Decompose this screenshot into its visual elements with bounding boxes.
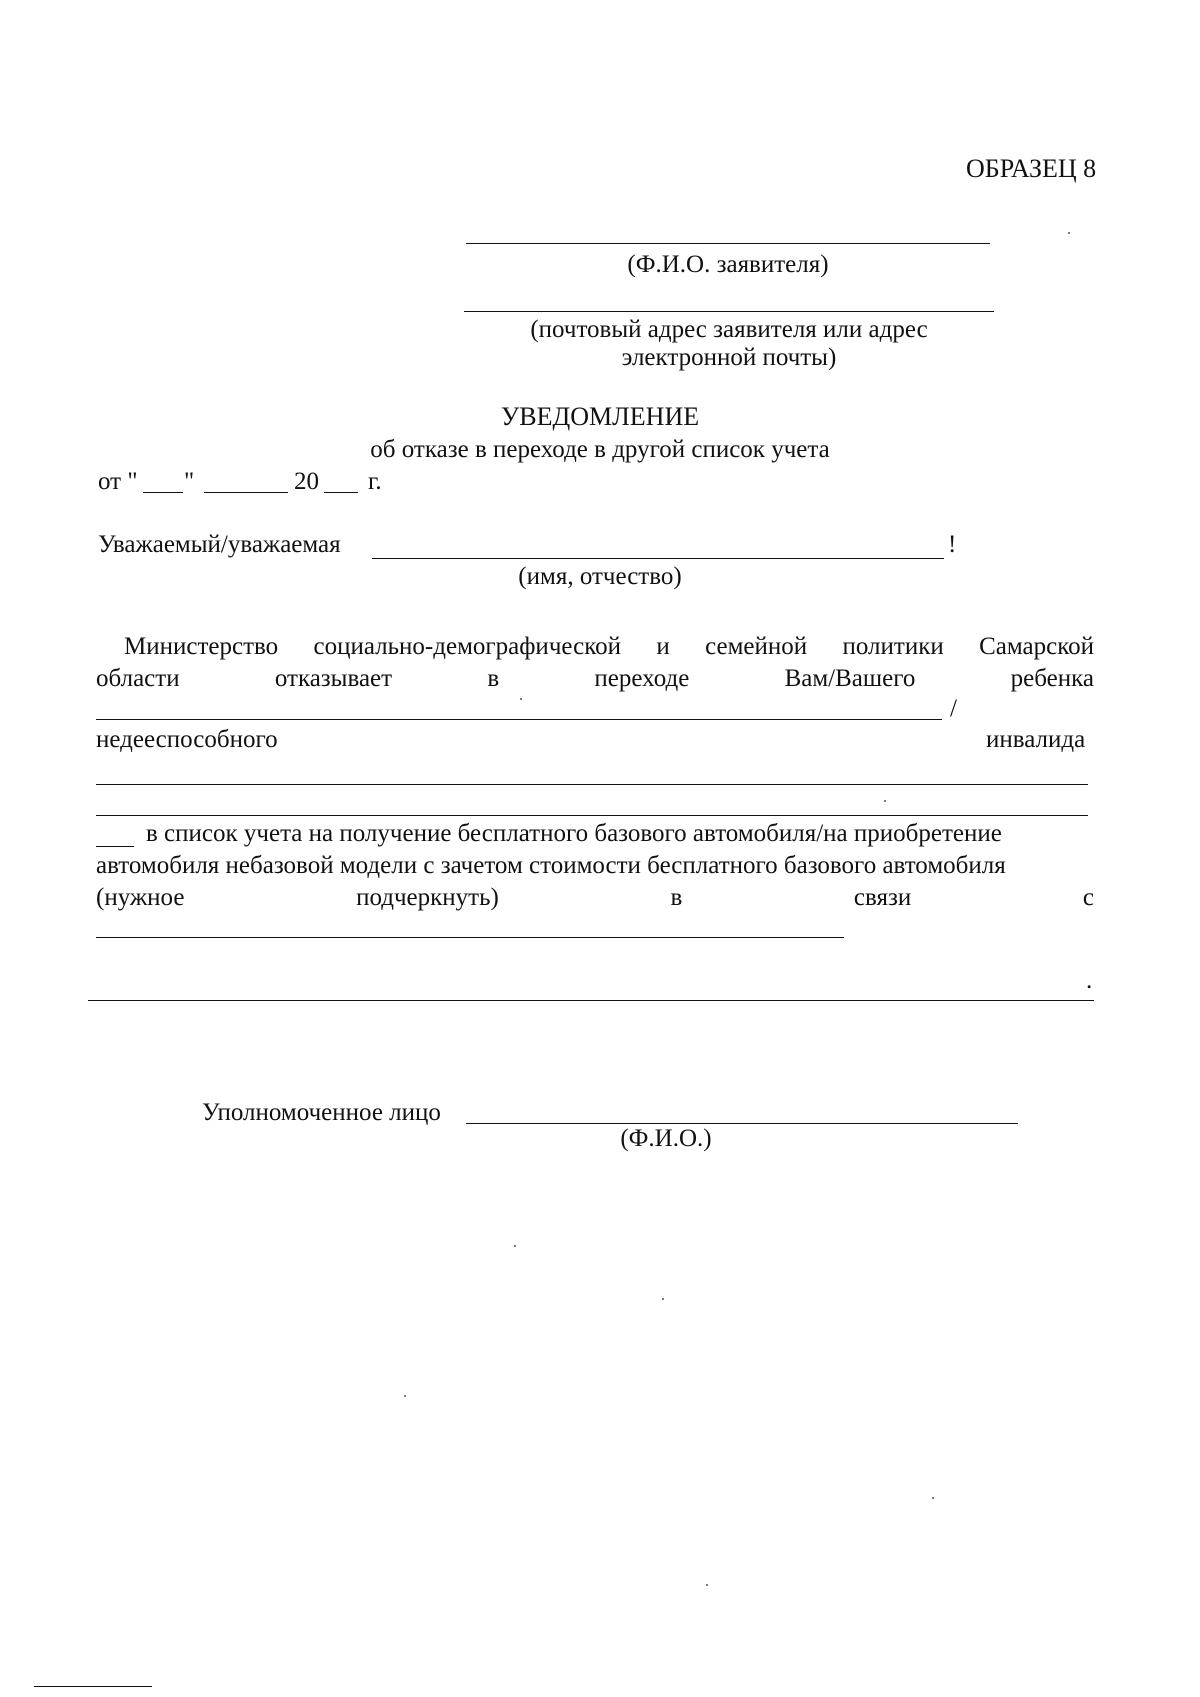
scan-speck <box>662 1298 664 1300</box>
body-word: подчеркнуть) <box>356 884 499 911</box>
signature-label: Уполномоченное лицо <box>202 1099 441 1126</box>
date-month-blank <box>204 492 288 493</box>
date-year-prefix: 20 <box>294 468 319 495</box>
body-word: связи <box>853 884 912 911</box>
scan-speck <box>884 800 886 802</box>
body-word: социально-демографической <box>313 633 621 660</box>
scan-edge-mark <box>34 1686 152 1687</box>
body-word: и <box>656 633 670 660</box>
body-word: политики <box>842 633 944 660</box>
scan-speck <box>514 1245 516 1247</box>
document-title: УВЕДОМЛЕНИЕ <box>500 402 700 431</box>
reason-line-1 <box>96 937 844 938</box>
applicant-address-line <box>464 311 994 312</box>
scan-speck <box>520 698 522 700</box>
salutation-caption: (имя, отчество) <box>518 563 682 590</box>
body-line-5: автомобиля небазовой модели с зачетом стоимости бесплатного базового автомобиля <box>96 852 1006 879</box>
reason-line-2 <box>88 1000 1094 1001</box>
body-word: семейной <box>705 633 808 660</box>
body-line-1 <box>124 632 1094 662</box>
document-subtitle: об отказе в переходе в другой список учета <box>370 436 830 463</box>
scan-speck <box>932 1497 934 1499</box>
date-prefix: от " <box>98 468 138 495</box>
body-word: (нужное <box>96 884 185 911</box>
disabled-name-line-2 <box>96 815 1088 816</box>
signature-caption: (Ф.И.О.) <box>620 1125 712 1152</box>
body-word: Министерство <box>124 633 279 660</box>
salutation-label: Уважаемый/уважаемая <box>98 531 341 558</box>
body-word: Самарской <box>979 633 1094 660</box>
body-word: Вам/Вашего <box>784 665 916 692</box>
body-line-3-left: недееспособного <box>96 726 278 753</box>
sample-label: ОБРАЗЕЦ 8 <box>966 154 1097 183</box>
applicant-name-caption: (Ф.И.О. заявителя) <box>627 251 829 278</box>
body-line-4: в список учета на получение бесплатного базового автомобиля/на приобретение <box>146 820 1002 847</box>
scan-speck <box>706 1584 708 1586</box>
applicant-name-line <box>466 243 990 244</box>
disabled-name-line-1 <box>96 784 1088 785</box>
list-number-blank <box>96 846 134 847</box>
body-line-2 <box>96 664 1094 694</box>
body-word: с <box>1082 884 1094 911</box>
date-year-blank <box>324 492 358 493</box>
body-word: в <box>487 665 500 692</box>
salutation-name-line <box>372 558 944 559</box>
body-word: области <box>96 665 180 692</box>
body-word: отказывает <box>274 665 393 692</box>
scan-speck <box>404 1395 406 1397</box>
salutation-end-mark: ! <box>948 531 957 558</box>
child-name-line <box>96 719 942 720</box>
body-line-3-right: инвалида <box>986 726 1086 753</box>
date-quote-close: " <box>184 468 195 495</box>
body-line-6 <box>96 883 1094 913</box>
date-suffix: г. <box>368 468 382 495</box>
address-caption-line1: (почтовый адрес заявителя или адрес <box>530 316 928 343</box>
scan-speck <box>1068 232 1070 234</box>
date-day-blank <box>143 492 183 493</box>
body-word: ребенка <box>1010 665 1094 692</box>
child-slash: / <box>950 695 957 722</box>
body-word: переходе <box>594 665 690 692</box>
body-word: в <box>670 884 683 911</box>
reason-end-period: . <box>1086 967 1093 994</box>
address-caption-line2: электронной почты) <box>621 344 837 371</box>
